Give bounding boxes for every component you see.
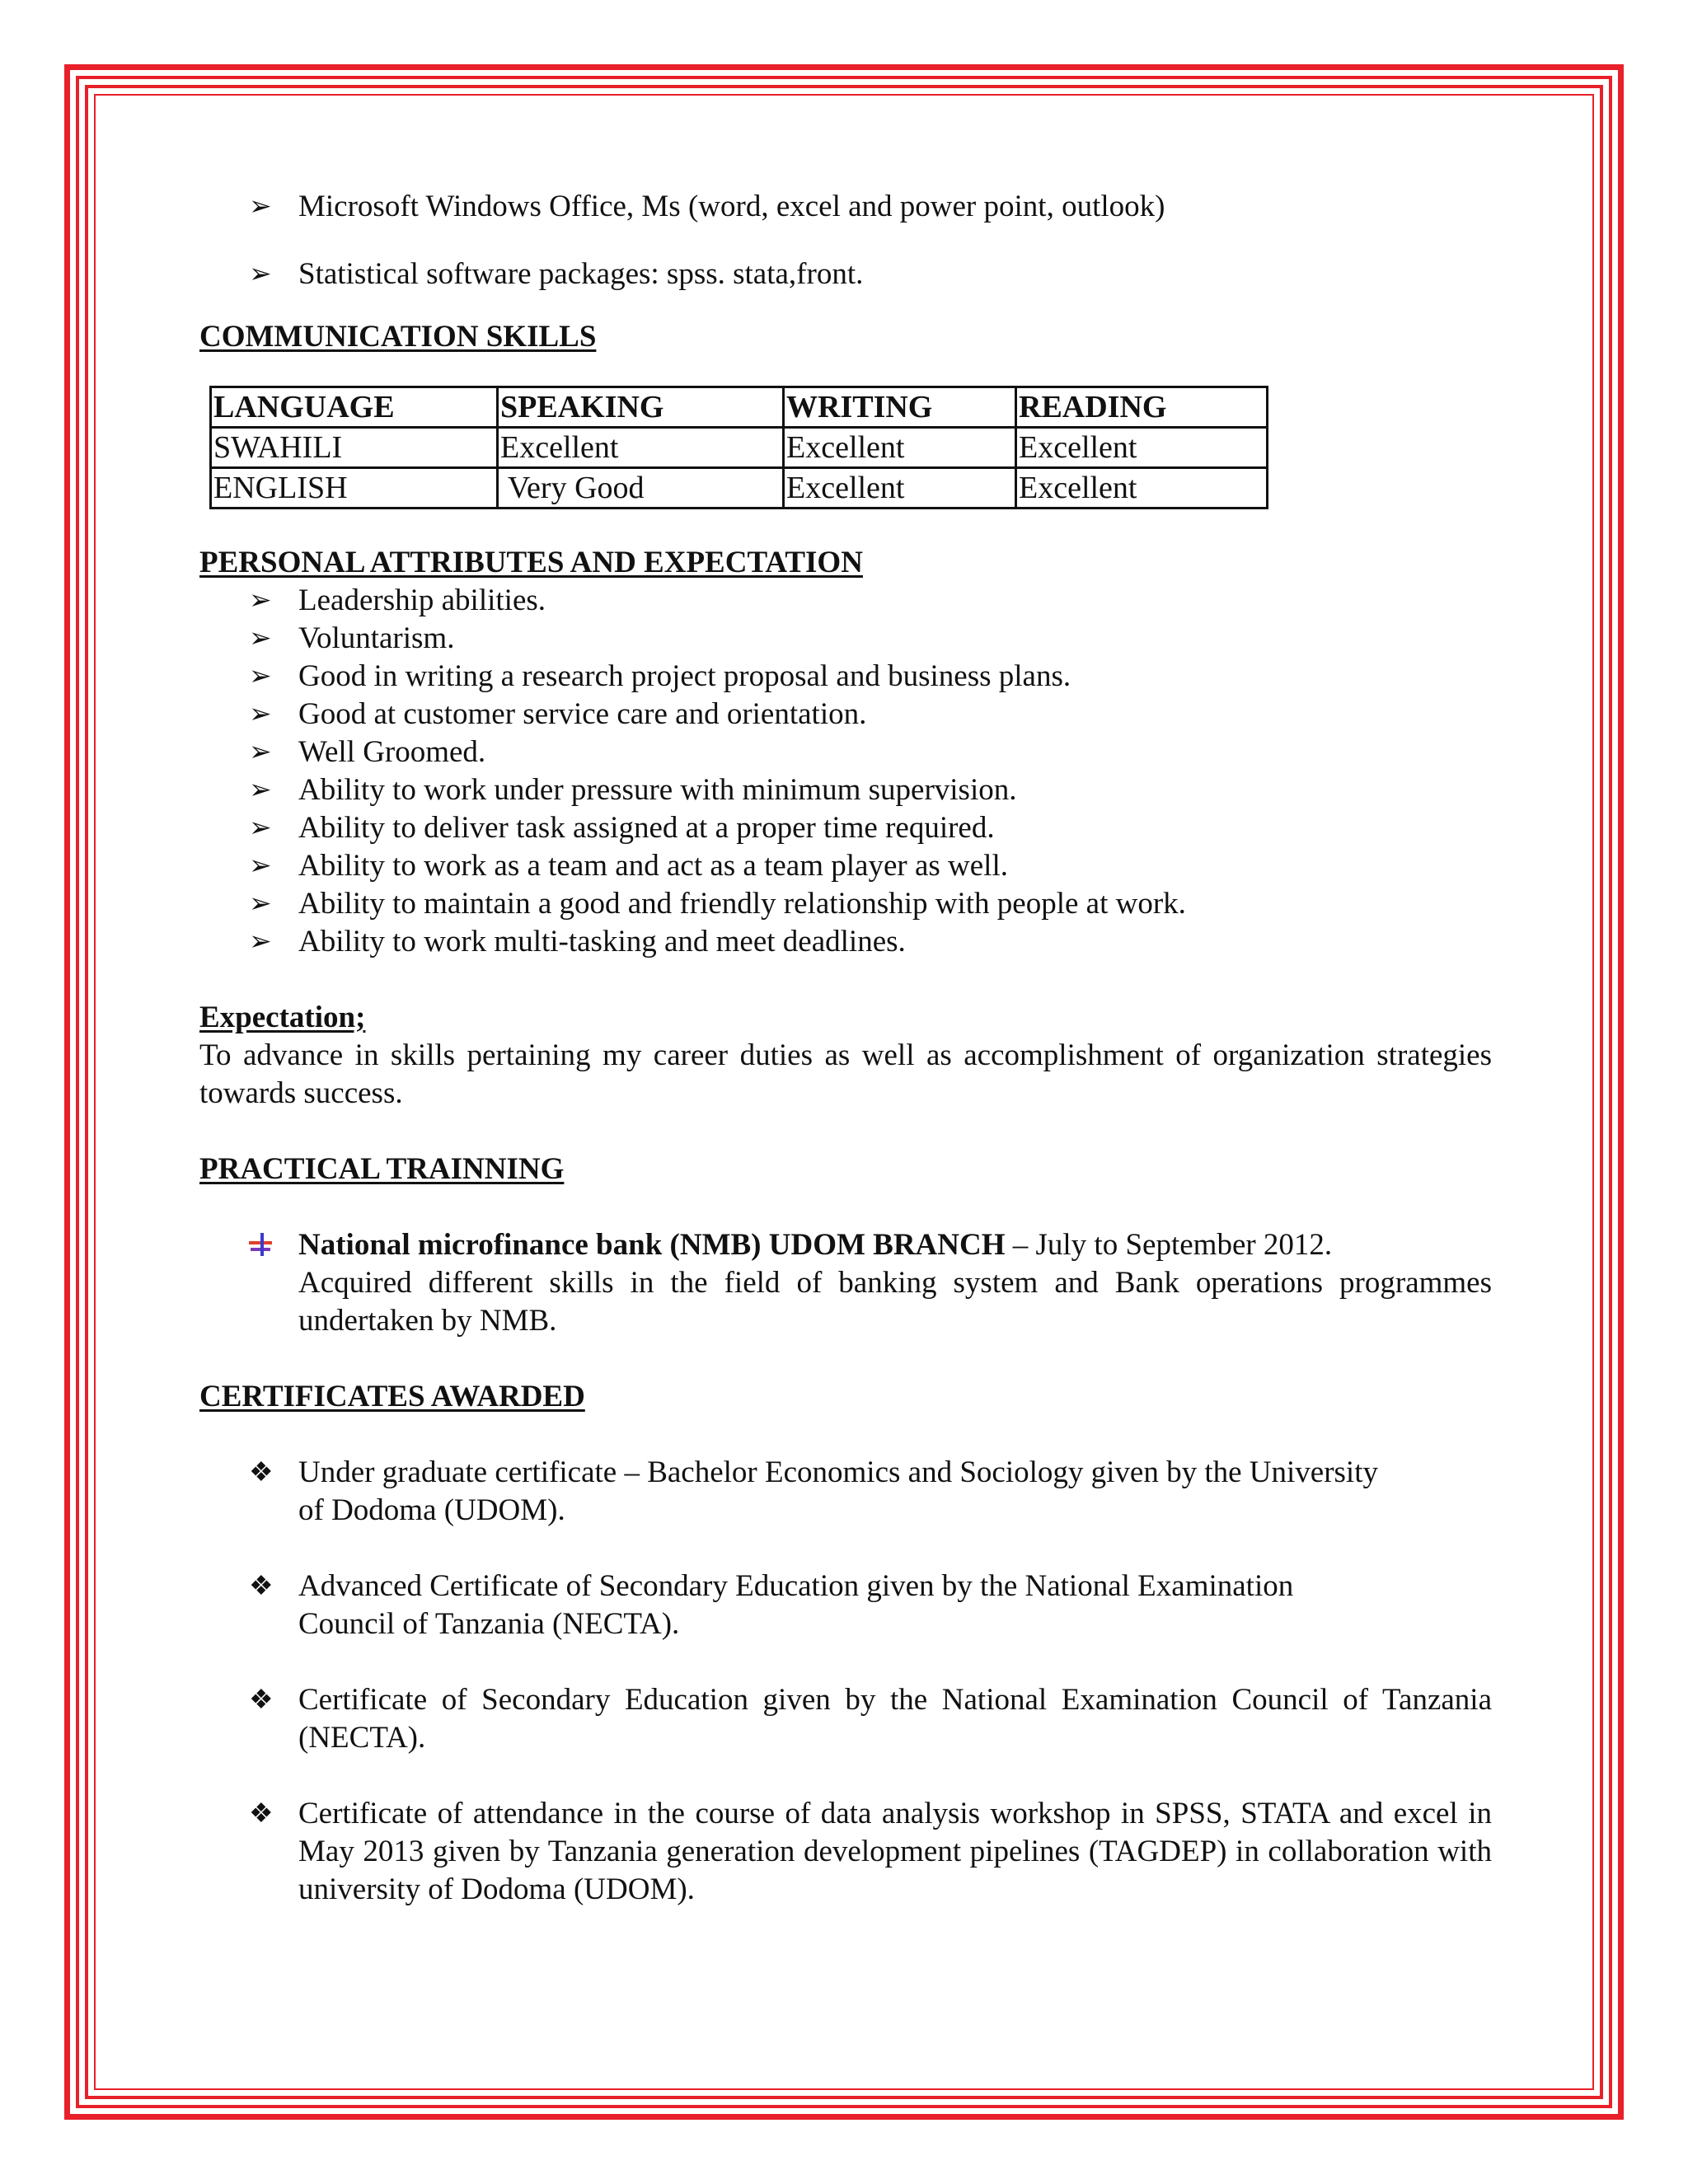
- table-cell: Excellent: [1016, 468, 1268, 509]
- resume-content: [199, 188, 1492, 1909]
- table-cell: Excellent: [498, 428, 784, 468]
- arrow-bullet-icon: ➢: [249, 260, 272, 289]
- certificate-item: [199, 1454, 1492, 1530]
- table-row: [211, 468, 1268, 509]
- expectation-text: To advance in skills pertaining my career duties as well as accomplishment of organization strategies towards success.: [199, 1038, 1492, 1110]
- certificate-text-cont: Council of Tanzania (NECTA).: [298, 1607, 680, 1641]
- list-item: [199, 658, 1492, 696]
- arrow-bullet-icon: ➢: [249, 851, 272, 881]
- certificate-item: [199, 1568, 1492, 1643]
- list-item: [199, 582, 1492, 620]
- table-cell: Very Good: [498, 468, 784, 509]
- certificate-item: [199, 1795, 1492, 1909]
- table-header-row: [211, 387, 1268, 428]
- list-item: [199, 696, 1492, 733]
- diamond-bullet-icon: ❖: [249, 1799, 274, 1829]
- software-item-text: Microsoft Windows Office, Ms (word, excel and power point, outlook): [298, 190, 1165, 223]
- communication-heading: COMMUNICATION SKILLS: [199, 320, 597, 354]
- diamond-bullet-icon: ❖: [249, 1685, 274, 1715]
- arrow-bullet-icon: ➢: [249, 586, 272, 616]
- table-cell: Excellent: [784, 468, 1016, 509]
- list-item-text: Leadership abilities.: [298, 583, 546, 617]
- list-item: [199, 885, 1492, 923]
- list-item-text: Ability to maintain a good and friendly relationship with people at work.: [298, 887, 1186, 921]
- training-organization: National microfinance bank (NMB) UDOM BRANCH: [298, 1228, 1006, 1262]
- list-item-text: Ability to work multi-tasking and meet deadlines.: [298, 925, 906, 958]
- list-item-text: Good at customer service care and orientation.: [298, 697, 867, 731]
- pin-icon: [199, 1226, 298, 1267]
- table-cell: SWAHILI: [211, 428, 498, 468]
- table-header: WRITING: [784, 387, 1016, 428]
- list-item-text: Ability to work as a team and act as a team player as well.: [298, 849, 1008, 883]
- language-table: [209, 386, 1268, 509]
- table-cell: ENGLISH: [211, 468, 498, 509]
- software-item: [199, 188, 1492, 226]
- list-item-text: Ability to work under pressure with minimum supervision.: [298, 773, 1017, 807]
- training-dates: – July to September 2012.: [1005, 1228, 1333, 1262]
- training-description: Acquired different skills in the field of banking system and Bank operations programmes undertaken by NMB.: [298, 1266, 1492, 1338]
- list-item: [199, 923, 1492, 961]
- list-item: [199, 733, 1492, 771]
- table-header: LANGUAGE: [211, 387, 498, 428]
- arrow-bullet-icon: ➢: [249, 700, 272, 729]
- table-header: SPEAKING: [498, 387, 784, 428]
- list-item-text: Good in writing a research project proposal and business plans.: [298, 659, 1071, 693]
- certificates-heading: CERTIFICATES AWARDED: [199, 1380, 585, 1413]
- arrow-bullet-icon: ➢: [249, 813, 272, 843]
- arrow-bullet-icon: ➢: [249, 776, 272, 805]
- list-item-text: Ability to deliver task assigned at a proper time required.: [298, 811, 995, 845]
- arrow-bullet-icon: ➢: [249, 624, 272, 654]
- list-item: [199, 620, 1492, 658]
- certificate-item: [199, 1681, 1492, 1757]
- certificate-text-cont: of Dodoma (UDOM).: [298, 1493, 565, 1527]
- list-item-text: Well Groomed.: [298, 735, 486, 769]
- expectation-heading: Expectation;: [199, 1001, 366, 1034]
- arrow-bullet-icon: ➢: [249, 192, 272, 222]
- software-item: [199, 255, 1492, 293]
- list-item: [199, 847, 1492, 885]
- certificate-text: Under graduate certificate – Bachelor Economics and Sociology given by the University: [298, 1455, 1378, 1489]
- table-cell: Excellent: [1016, 428, 1268, 468]
- personal-attributes-heading: PERSONAL ATTRIBUTES AND EXPECTATION: [199, 546, 863, 579]
- list-item: [199, 771, 1492, 809]
- list-item: [199, 809, 1492, 847]
- list-item-text: Voluntarism.: [298, 621, 455, 655]
- table-header: READING: [1016, 387, 1268, 428]
- arrow-bullet-icon: ➢: [249, 889, 272, 919]
- software-item-text: Statistical software packages: spss. stata,front.: [298, 257, 864, 291]
- diamond-bullet-icon: ❖: [249, 1572, 274, 1601]
- arrow-bullet-icon: ➢: [249, 662, 272, 691]
- certificate-text: Advanced Certificate of Secondary Education given by the National Examination: [298, 1569, 1294, 1603]
- arrow-bullet-icon: ➢: [249, 927, 272, 957]
- diamond-bullet-icon: ❖: [249, 1458, 274, 1488]
- table-row: [211, 428, 1268, 468]
- training-item: [199, 1226, 1492, 1340]
- arrow-bullet-icon: ➢: [249, 738, 272, 767]
- personal-attributes-list: [199, 582, 1492, 961]
- training-heading: PRACTICAL TRAINNING: [199, 1152, 565, 1186]
- table-cell: Excellent: [784, 428, 1016, 468]
- certificate-text: Certificate of attendance in the course of data analysis workshop in SPSS, STATA and excel in May 2013 given by Tanzania generation development pipelines (TAGDEP) in collaboration with university of Dodoma (UDOM).: [298, 1797, 1492, 1906]
- certificate-text: Certificate of Secondary Education given by the National Examination Council of Tanzania (NECTA).: [298, 1683, 1492, 1755]
